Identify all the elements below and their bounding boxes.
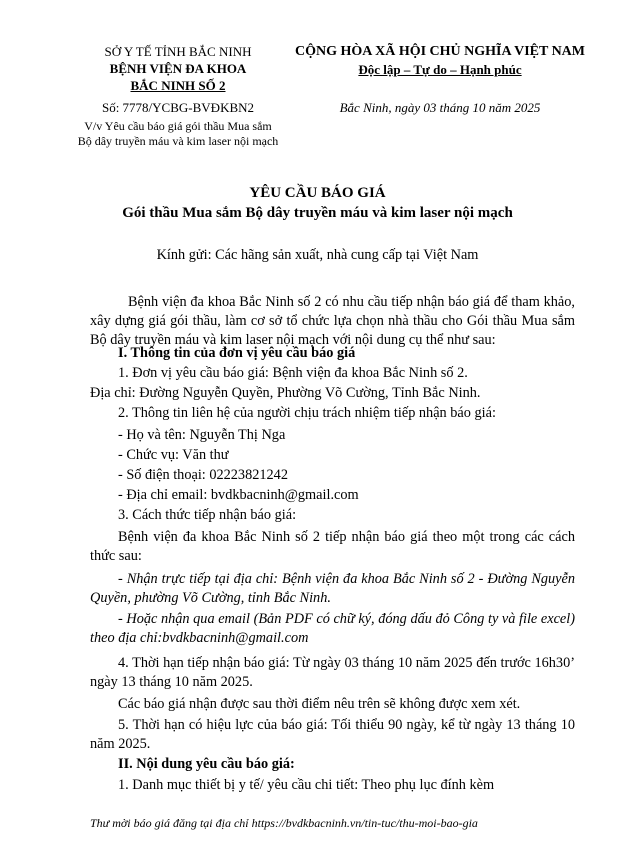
national-motto: Độc lập – Tự do – Hạnh phúc [358,62,522,77]
footer-link-note: Thư mời báo giá đăng tại địa chỉ https://bvdkbacninh.vn/tin-tuc/thu-moi-bao-gia [90,816,478,830]
document-number: Số: 7778/YCBG-BVĐKBN2 [101,100,255,115]
subject-line-1: V/v Yêu cầu báo giá gói thầu Mua sắm [84,119,272,133]
document-subtitle: Gói thầu Mua sắm Bộ dây truyền máu và kim laser nội mạch [122,205,513,221]
requesting-unit: 1. Đơn vị yêu cầu báo giá: Bệnh viện đa khoa Bắc Ninh số 2. [118,365,468,381]
method-heading: 3. Cách thức tiếp nhận báo giá: [118,507,297,523]
method-text: Bệnh viện đa khoa Bắc Ninh số 2 tiếp nhận báo giá theo một trong các cách thức sau: [90,529,575,564]
contact-email: - Địa chỉ email: bvdkbacninh@gmail.com [118,487,359,503]
issue-date: Bắc Ninh, ngày 03 tháng 10 năm 2025 [339,100,541,115]
issuer-hospital-number: BẮC NINH SỐ 2 [130,78,226,93]
contact-heading: 2. Thông tin liên hệ của người chịu trách nhiệm tiếp nhận báo giá: [118,405,496,421]
contact-phone: - Số điện thoại: 02223821242 [118,467,288,483]
section-2-item-1: 1. Danh mục thiết bị y tế/ yêu cầu chi tiết: Theo phụ lục đính kèm [118,777,495,793]
unit-address: Địa chỉ: Đường Nguyễn Quyền, Phường Võ Cường, Tỉnh Bắc Ninh. [90,385,481,401]
section-2-heading: II. Nội dung yêu cầu báo giá: [118,756,295,772]
subject-line-2: Bộ dây truyền máu và kim laser nội mạch [77,134,279,148]
intro-paragraph: Bệnh viện đa khoa Bắc Ninh số 2 có nhu cầu tiếp nhận báo giá để tham khảo, xây dựng giá gói thầu, làm cơ sở tổ chức lựa chọn nhà thầu cho Gói thầu Mua sắm Bộ dây truyền máu và kim laser nội mạch với nội dung cụ thể như sau: [90,294,575,348]
issuer-department: SỞ Y TẾ TỈNH BẮC NINH [104,44,252,59]
method-email: - Hoặc nhận qua email (Bản PDF có chữ ký, đóng dấu đỏ Công ty và file excel) theo địa chỉ:bvdkbacninh@gmail.com [90,611,575,646]
contact-position: - Chức vụ: Văn thư [118,447,229,463]
recipient: Kính gửi: Các hãng sản xuất, nhà cung cấp tại Việt Nam [156,247,479,263]
method-direct: - Nhận trực tiếp tại địa chỉ: Bệnh viện đa khoa Bắc Ninh số 2 - Đường Nguyễn Quyền, phường Võ Cường, tỉnh Bắc Ninh. [90,571,575,606]
validity: 5. Thời hạn có hiệu lực của báo giá: Tối thiểu 90 ngày, kể từ ngày 13 tháng 10 năm 2025. [90,717,575,752]
late-note: Các báo giá nhận được sau thời điểm nêu trên sẽ không được xem xét. [118,696,521,712]
contact-name: - Họ và tên: Nguyễn Thị Nga [118,427,286,443]
issuer-hospital: BỆNH VIỆN ĐA KHOA [109,61,247,76]
section-1-heading: I. Thông tin của đơn vị yêu cầu báo giá [118,345,356,361]
document-title: YÊU CẦU BÁO GIÁ [249,185,386,201]
national-title: CỘNG HÒA XÃ HỘI CHỦ NGHĨA VIỆT NAM [294,44,585,59]
deadline: 4. Thời hạn tiếp nhận báo giá: Từ ngày 03 tháng 10 năm 2025 đến trước 16h30’ ngày 13 tháng 10 năm 2025. [90,655,575,690]
